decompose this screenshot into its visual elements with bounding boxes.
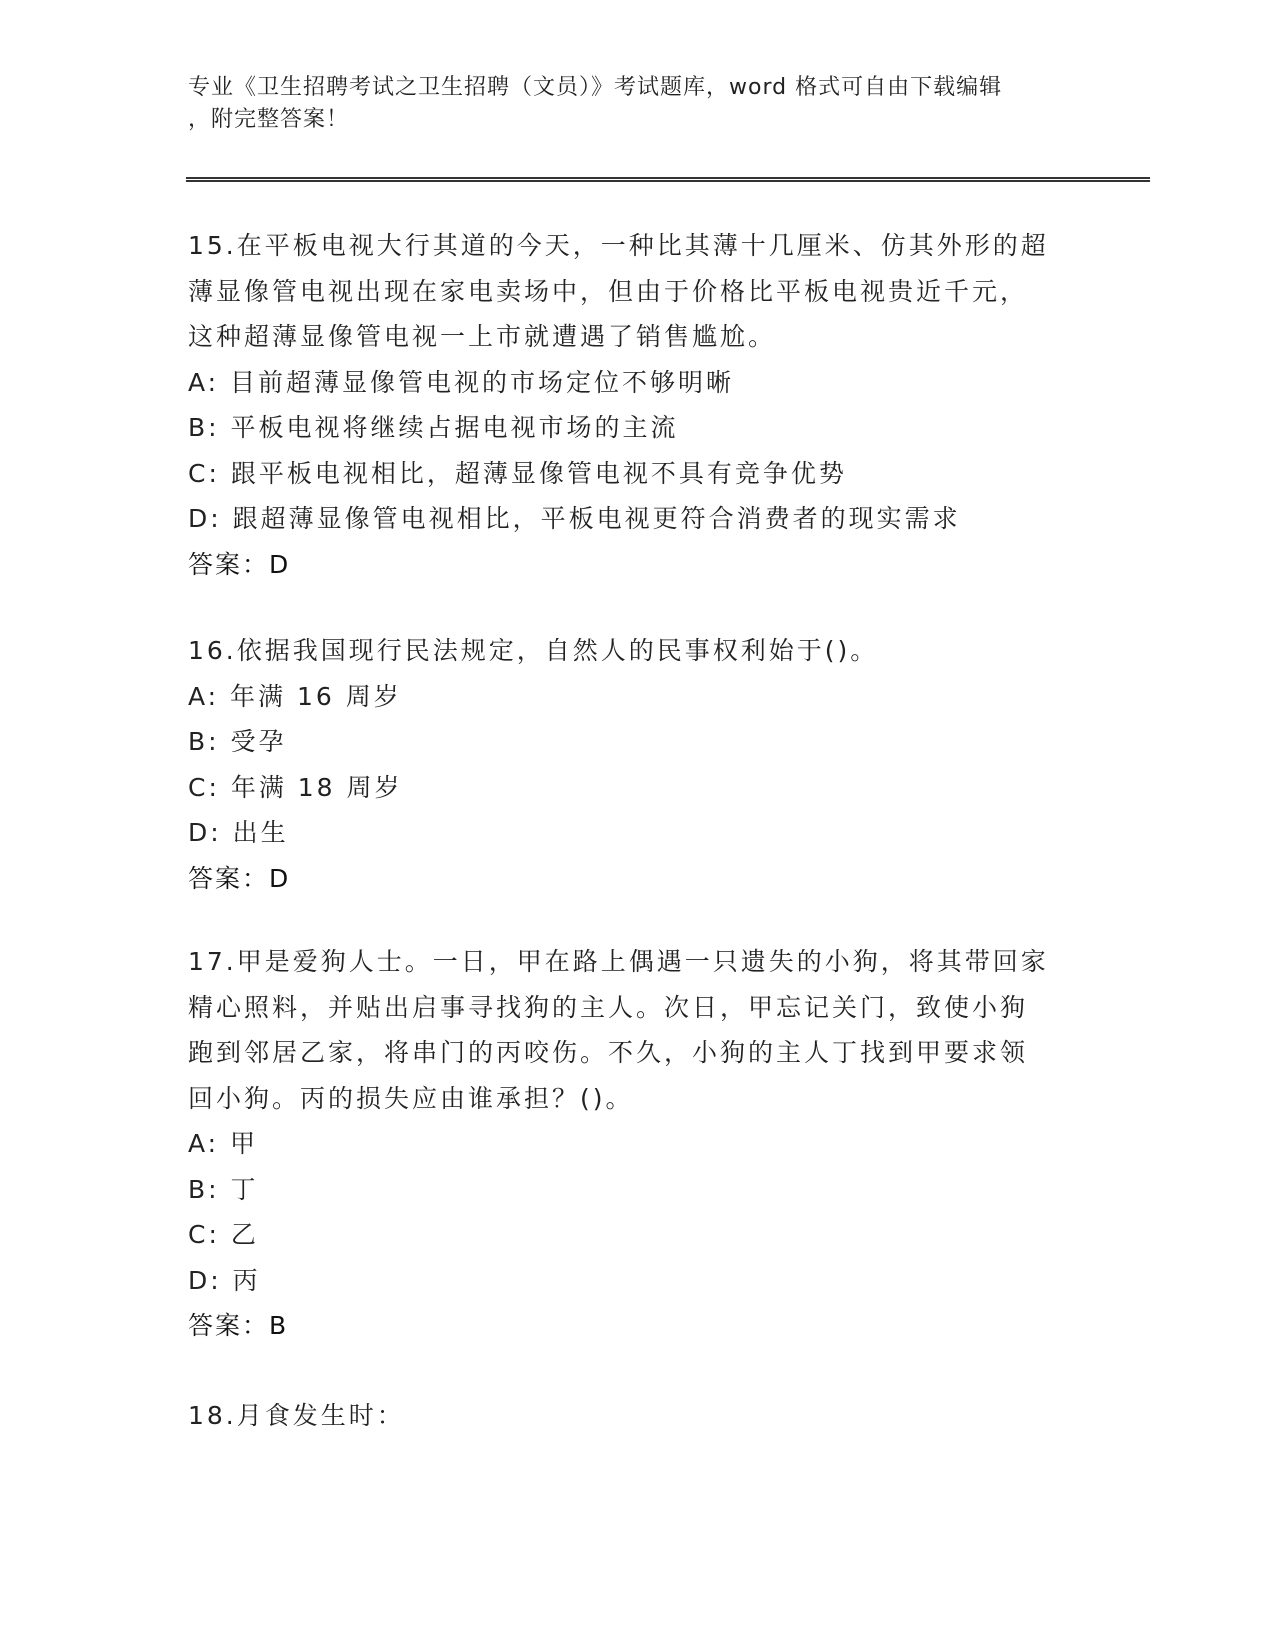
header-line-2: ，附完整答案！ — [188, 107, 350, 132]
question-stem-line: 回小狗。丙的损失应由谁承担？()。 — [188, 1083, 634, 1113]
option-b: B: 受孕 — [188, 727, 287, 756]
option-d: D: 丙 — [188, 1265, 261, 1295]
question-15 — [188, 223, 1088, 587]
question-18 — [188, 1393, 1088, 1439]
option-d: D: 出生 — [188, 818, 289, 847]
answer: 答案：B — [188, 1311, 289, 1340]
question-stem-line: 17.甲是爱狗人士。一日，甲在路上偶遇一只遗失的小狗，将其带回家 — [188, 947, 1049, 976]
header-line-1: 专业《卫生招聘考试之卫生招聘（文员）》考试题库，word 格式可自由下载编辑 — [188, 75, 1003, 100]
question-stem-line: 15.在平板电视大行其道的今天，一种比其薄十几厘米、仿其外形的超 — [188, 231, 1049, 260]
option-c: C: 跟平板电视相比，超薄显像管电视不具有竞争优势 — [188, 458, 847, 488]
option-a: A: 目前超薄显像管电视的市场定位不够明晰 — [188, 367, 735, 397]
question-stem-line: 这种超薄显像管电视一上市就遭遇了销售尴尬。 — [188, 322, 777, 351]
document-header — [188, 72, 1078, 136]
question-stem-line: 精心照料，并贴出启事寻找狗的主人。次日，甲忘记关门，致使小狗 — [188, 992, 1029, 1022]
option-d: D: 跟超薄显像管电视相比，平板电视更符合消费者的现实需求 — [188, 504, 961, 533]
answer: 答案：D — [188, 863, 291, 893]
question-stem-line: 18.月食发生时： — [188, 1401, 405, 1430]
question-stem-line: 16.依据我国现行民法规定，自然人的民事权利始于()。 — [188, 636, 879, 665]
header-divider — [186, 177, 1150, 182]
question-stem-line: 薄显像管电视出现在家电卖场中，但由于价格比平板电视贵近千元， — [188, 276, 1029, 306]
option-c: C: 年满 18 周岁 — [188, 772, 403, 802]
question-17 — [188, 939, 1088, 1349]
option-a: A: 甲 — [188, 1129, 259, 1158]
option-a: A: 年满 16 周岁 — [188, 681, 402, 711]
question-16 — [188, 628, 1088, 901]
option-b: B: 平板电视将继续占据电视市场的主流 — [188, 413, 679, 442]
question-stem-line: 跑到邻居乙家，将串门的丙咬伤。不久，小狗的主人丁找到甲要求领 — [188, 1038, 1029, 1067]
answer: 答案：D — [188, 549, 291, 579]
option-c: C: 乙 — [188, 1220, 259, 1249]
option-b: B: 丁 — [188, 1174, 259, 1204]
